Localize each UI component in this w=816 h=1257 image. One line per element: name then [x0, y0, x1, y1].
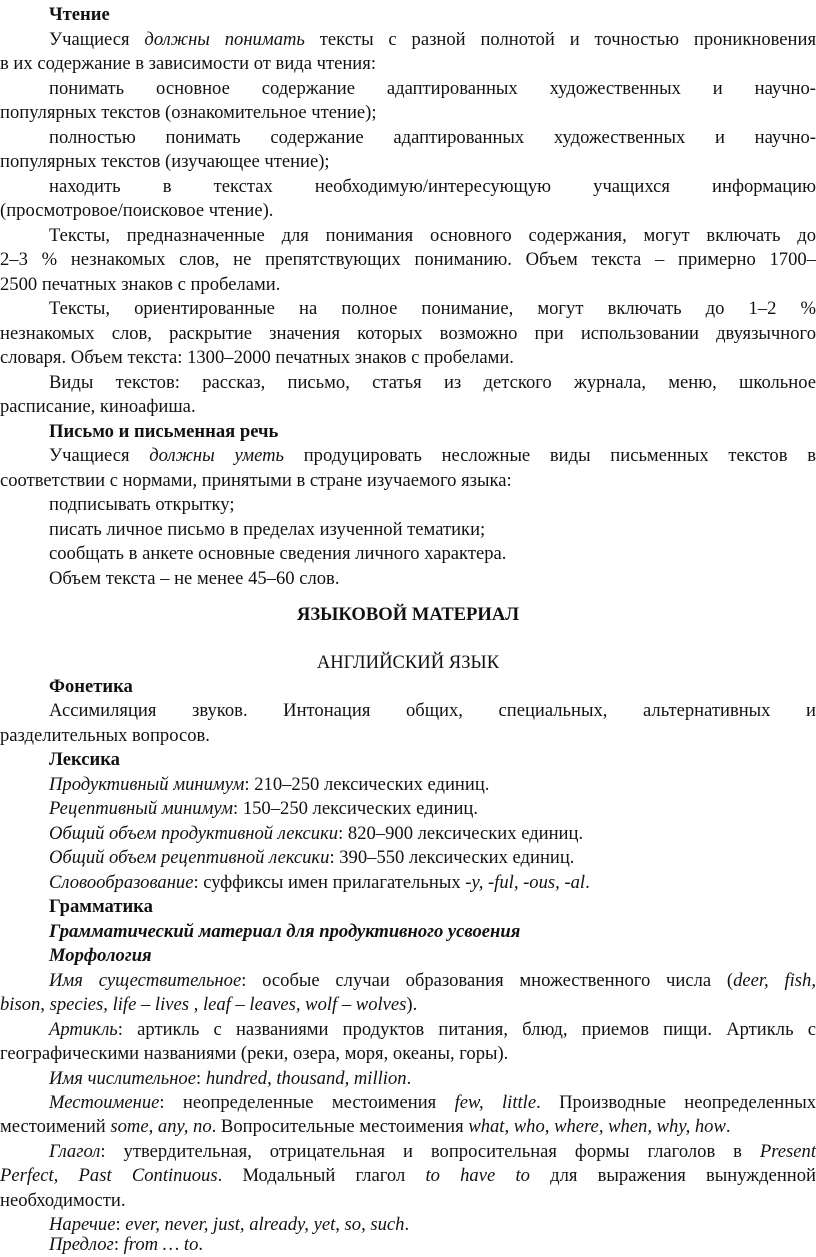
- text: .: [404, 1214, 410, 1235]
- text: : 820–900 лексических единиц.: [338, 823, 584, 844]
- text: : неопределенные местоимения: [159, 1092, 455, 1113]
- example: deer, fish,: [733, 970, 816, 991]
- reading-intro-cont: в их содержание в зависимости от вида чтения:: [0, 53, 376, 74]
- reading-heading: Чтение: [49, 4, 110, 25]
- text: : 210–250 лексических единиц.: [244, 774, 490, 795]
- grammar-subheading: Грамматический материал для продуктивного усвоения: [49, 921, 521, 942]
- writing-intro-cont: соответствии с нормами, принятыми в стране изучаемого языка:: [0, 470, 512, 491]
- example: ever, never, just, already, yet, so, such: [125, 1214, 405, 1235]
- text: ).: [406, 994, 418, 1015]
- reading-paragraph-2: Тексты, ориентированные на полное понимание, могут включать до 1–2 %: [49, 298, 816, 319]
- term: Глагол: [49, 1141, 101, 1162]
- preposition-item: [49, 1232, 816, 1257]
- text: :: [113, 1234, 124, 1255]
- example: few, little: [454, 1092, 537, 1113]
- article-item-cont: географическими названиями (реки, озера, моря, океаны, горы).: [0, 1043, 509, 1064]
- pronoun-item: [49, 1090, 816, 1115]
- example: to have to: [425, 1165, 530, 1186]
- reading-item-2-cont: популярных текстов (изучающее чтение);: [0, 151, 330, 172]
- noun-item: [49, 968, 816, 993]
- emphasis: должны понимать: [144, 29, 305, 50]
- lexis-item-2: [49, 796, 816, 821]
- term: Продуктивный минимум: [49, 774, 245, 795]
- text: для выражения вынужденной: [529, 1165, 816, 1186]
- reading-intro: [49, 27, 816, 52]
- reading-paragraph-1: Тексты, предназначенные для понимания основного содержания, могут включать до: [49, 225, 816, 246]
- lexis-heading: Лексика: [49, 749, 120, 770]
- noun-item-cont: [0, 992, 816, 1017]
- term: Местоимение: [49, 1092, 160, 1113]
- text: : утвердительная, отрицательная и вопросительная формы глаголов в: [100, 1141, 760, 1162]
- term: Имя существительное: [49, 970, 242, 991]
- writing-volume: Объем текста – не менее 45–60 слов.: [49, 568, 340, 589]
- section-subtitle: АНГЛИЙСКИЙ ЯЗЫК: [316, 652, 500, 673]
- text: .: [198, 1234, 204, 1255]
- text: : 150–250 лексических единиц.: [233, 798, 479, 819]
- term: Рецептивный минимум: [49, 798, 234, 819]
- text: . Производные неопределенных: [536, 1092, 816, 1113]
- writing-intro: [49, 443, 816, 468]
- text: Учащиеся: [49, 29, 145, 50]
- term: Имя числительное: [49, 1068, 196, 1089]
- text: .: [725, 1116, 731, 1137]
- example: what, who, where, when, why, how: [468, 1116, 726, 1137]
- example: Present: [759, 1141, 816, 1162]
- example: some, any, no: [110, 1116, 212, 1137]
- section-title: ЯЗЫКОВОЙ МАТЕРИАЛ: [296, 604, 520, 625]
- writing-item-1: подписывать открытку;: [49, 494, 235, 515]
- text: . Вопросительные местоимения: [211, 1116, 469, 1137]
- verb-item-cont: [0, 1163, 816, 1188]
- example: hundred, thousand, million: [205, 1068, 407, 1089]
- reading-paragraph-1-line-2: 2–3 % незнакомых слов, не препятствующих пониманию. Объем текста – примерно 1700–: [0, 249, 816, 270]
- example: bison, species, life – lives , leaf – leaves, wolf – wolves: [0, 994, 407, 1015]
- text: : артикль с названиями продуктов питания, блюд, приемов пищи. Артикль с: [117, 1019, 816, 1040]
- reading-paragraph-3: Виды текстов: рассказ, письмо, статья из детского журнала, меню, школьное: [49, 372, 816, 393]
- reading-paragraph-2-line-2: незнакомых слов, раскрытие значения которых возможно при использовании двуязычного: [0, 323, 816, 344]
- writing-item-2: писать личное письмо в пределах изученной тематики;: [49, 519, 486, 540]
- text: .: [585, 872, 590, 893]
- lexis-item-3: [49, 821, 816, 846]
- reading-item-3: находить в текстах необходимую/интересующую учащихся информацию: [49, 176, 816, 197]
- text: : 390–550 лексических единиц.: [329, 847, 575, 868]
- grammar-heading: Грамматика: [49, 896, 153, 917]
- reading-item-1: понимать основное содержание адаптированных художественных и научно-: [49, 78, 816, 99]
- term: Предлог: [49, 1234, 114, 1255]
- lexis-item-1: [49, 772, 816, 797]
- lexis-item-5: [49, 870, 816, 895]
- term: Словообразование: [49, 872, 194, 893]
- term: Артикль: [49, 1019, 118, 1040]
- numeral-item: [49, 1066, 816, 1091]
- text: . Модальный глагол: [217, 1165, 426, 1186]
- phonetics-text-cont: разделительных вопросов.: [0, 725, 210, 746]
- phonetics-heading: Фонетика: [49, 676, 133, 697]
- reading-paragraph-1-line-3: 2500 печатных знаков с пробелами.: [0, 274, 281, 295]
- reading-paragraph-2-line-3: словаря. Объем текста: 1300–2000 печатных знаков с пробелами.: [0, 347, 514, 368]
- writing-heading: Письмо и письменная речь: [49, 421, 279, 442]
- verb-item: [49, 1139, 816, 1164]
- reading-item-2: полностью понимать содержание адаптированных художественных и научно-: [49, 127, 816, 148]
- emphasis: должны уметь: [149, 445, 285, 466]
- term: Общий объем рецептивной лексики: [49, 847, 330, 868]
- text: тексты с разной полнотой и точностью проникновения: [304, 29, 816, 50]
- text: .: [406, 1068, 412, 1089]
- lexis-item-4: [49, 845, 816, 870]
- text: местоимений: [0, 1116, 111, 1137]
- text: :: [195, 1068, 206, 1089]
- text: :: [115, 1214, 126, 1235]
- reading-paragraph-3-line-2: расписание, киноафиша.: [0, 396, 196, 417]
- term: Общий объем продуктивной лексики: [49, 823, 339, 844]
- text: Учащиеся: [49, 445, 150, 466]
- text: продуцировать несложные виды письменных текстов в: [284, 445, 816, 466]
- pronoun-item-cont: [0, 1114, 816, 1139]
- morphology-heading: Морфология: [49, 945, 152, 966]
- verb-item-end: необходимости.: [0, 1190, 126, 1211]
- reading-item-3-cont: (просмотровое/поисковое чтение).: [0, 200, 274, 221]
- term: Наречие: [49, 1214, 116, 1235]
- text: : суффиксы имен прилагательных -: [193, 872, 472, 893]
- example: from … to: [123, 1234, 199, 1255]
- reading-item-1-cont: популярных текстов (ознакомительное чтение);: [0, 102, 377, 123]
- article-item: [49, 1017, 816, 1042]
- text: : особые случаи образования множественного числа (: [241, 970, 734, 991]
- example: y, -ful, -ous, -al: [471, 872, 586, 893]
- phonetics-text: Ассимиляция звуков. Интонация общих, специальных, альтернативных и: [49, 700, 816, 721]
- example: Perfect, Past Continuous: [0, 1165, 218, 1186]
- writing-item-3: сообщать в анкете основные сведения личного характера.: [49, 543, 507, 564]
